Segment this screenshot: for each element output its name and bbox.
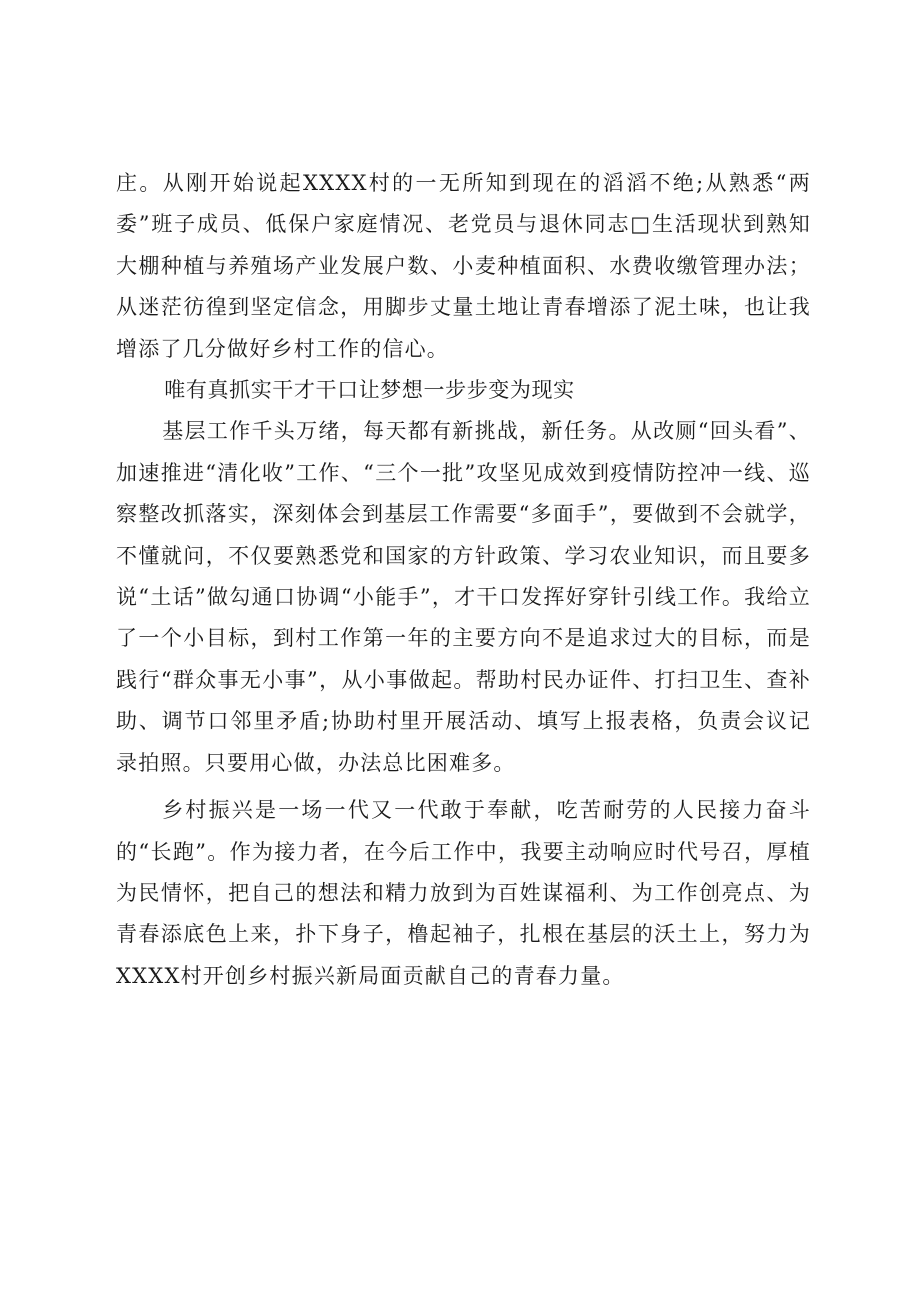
paragraph-grassroots-work: 基层工作千头万绪，每天都有新挑战，新任务。从改厕“回头看”、加速推进“清化收”工作、“三个一批”攻坚见成效到疫情防控冲一线、巡察整改抓落实，深刻体会到基层工作需要“多面手”，要做到不会就学，不懂就问，不仅要熟悉党和国家的方针政策、学习农业知识，而且要多说“土话”做勾通口协调“小能手”，才干口发挥好穿针引线工作。我给立了一个小目标，到村工作第一年的主要方向不是追求过大的目标，而是践行“群众事无小事”，从小事做起。帮助村民办证件、打扫卫生、查补助、调节口邻里矛盾;协助村里开展活动、填写上报表格，负责会议记录拍照。只要用心做，办法总比困难多。 [116,419,811,775]
document-body [116,163,811,997]
paragraph-continuation: 庄。从刚开始说起XXXX村的一无所知到现在的滔滔不绝;从熟悉“两委”班子成员、低保户家庭情况、老党员与退休同志□生活现状到熟知大棚种植与养殖场产业发展户数、小麦种植面积、水费收缴管理办法；从迷茫彷徨到坚定信念，用脚步丈量土地让青春增添了泥土味，也让我增添了几分做好乡村工作的信心。 [116,171,811,361]
section-heading: 唯有真抓实干才干口让梦想一步步变为现实 [164,378,575,403]
paragraph-rural-revitalization: 乡村振兴是一场一代又一代敢于奉献，吃苦耐劳的人民接力奋斗的“长跑”。作为接力者，在今后工作中，我要主动响应时代号召，厚植为民情怀，把自己的想法和精力放到为百姓谋福利、为工作创亮点、为青春添底色上来，扑下身子，橹起袖子，扎根在基层的沃土上，努力为XXXX村开创乡村振兴新局面贡献自己的青春力量。 [116,798,811,988]
